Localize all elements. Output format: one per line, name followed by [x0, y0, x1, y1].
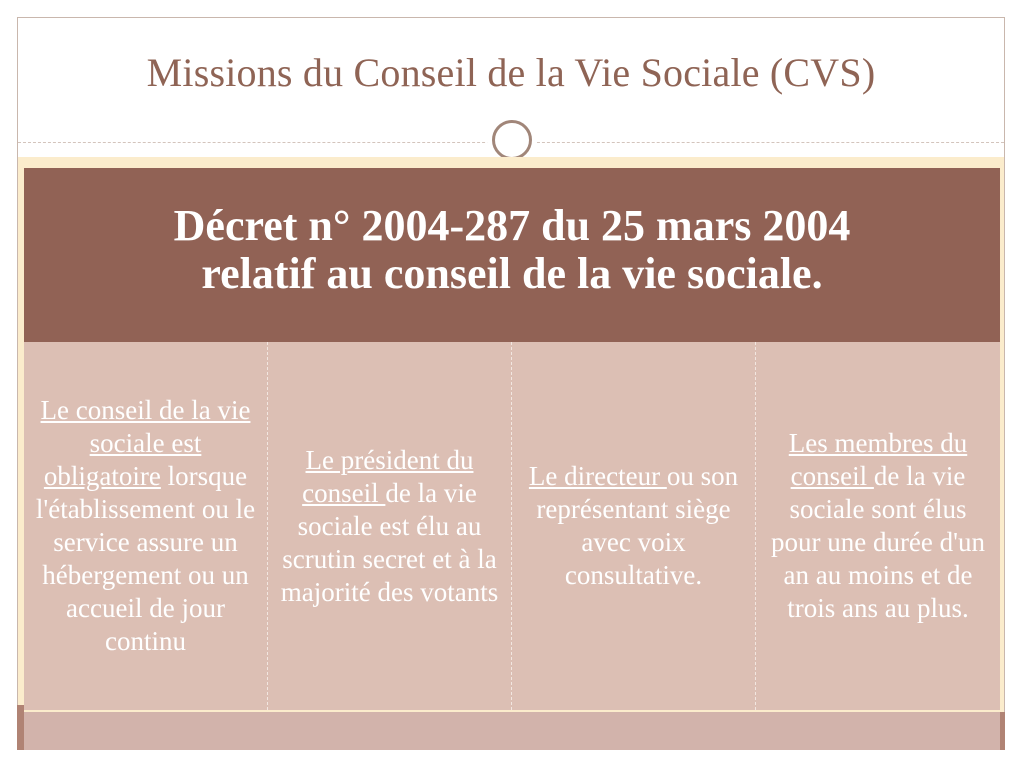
mission-column-3 — [512, 342, 756, 710]
decree-header-line1: Décret n° 2004-287 du 25 mars 2004 — [173, 201, 851, 250]
mission-column-1-link: Le conseil de la vie sociale est obligatoire — [40, 395, 251, 491]
right-edge-accent — [1000, 712, 1005, 750]
left-edge-accent — [17, 705, 24, 750]
mission-column-1-text — [32, 394, 259, 658]
decree-header — [24, 168, 1000, 342]
decree-header-text — [174, 202, 851, 298]
mission-column-2-rest: de la vie sociale est élu au scrutin secret et à la majorité des votants — [280, 477, 499, 607]
slide-title: Missions du Conseil de la Vie Sociale (CVS) — [146, 49, 876, 95]
circle-ornament-ring — [492, 120, 532, 160]
mission-column-4-rest: de la vie sociale sont élus pour une durée d'un an au moins et de trois ans au plus. — [770, 461, 986, 623]
mission-column-2-link: Le président du conseil — [302, 444, 474, 508]
mission-column-3-link: Le directeur — [528, 461, 667, 491]
footer-strip — [24, 712, 1000, 750]
mission-column-2-text — [276, 444, 503, 609]
mission-column-3-text — [520, 460, 747, 592]
mission-columns — [24, 342, 1000, 710]
decree-header-line2: relatif au conseil de la vie sociale. — [201, 249, 823, 298]
mission-column-4 — [756, 342, 1000, 710]
mission-column-1 — [24, 342, 268, 710]
mission-column-2 — [268, 342, 512, 710]
mission-column-1-rest: lorsque l'établissement ou le service assure un hébergement ou un accueil de jour continu — [35, 461, 256, 656]
mission-column-4-link: Les membres du conseil — [788, 428, 968, 491]
mission-column-4-text — [764, 427, 992, 625]
cream-band — [18, 157, 1004, 168]
mission-column-3-rest: ou son représentant siège avec voix consultative. — [536, 461, 739, 590]
